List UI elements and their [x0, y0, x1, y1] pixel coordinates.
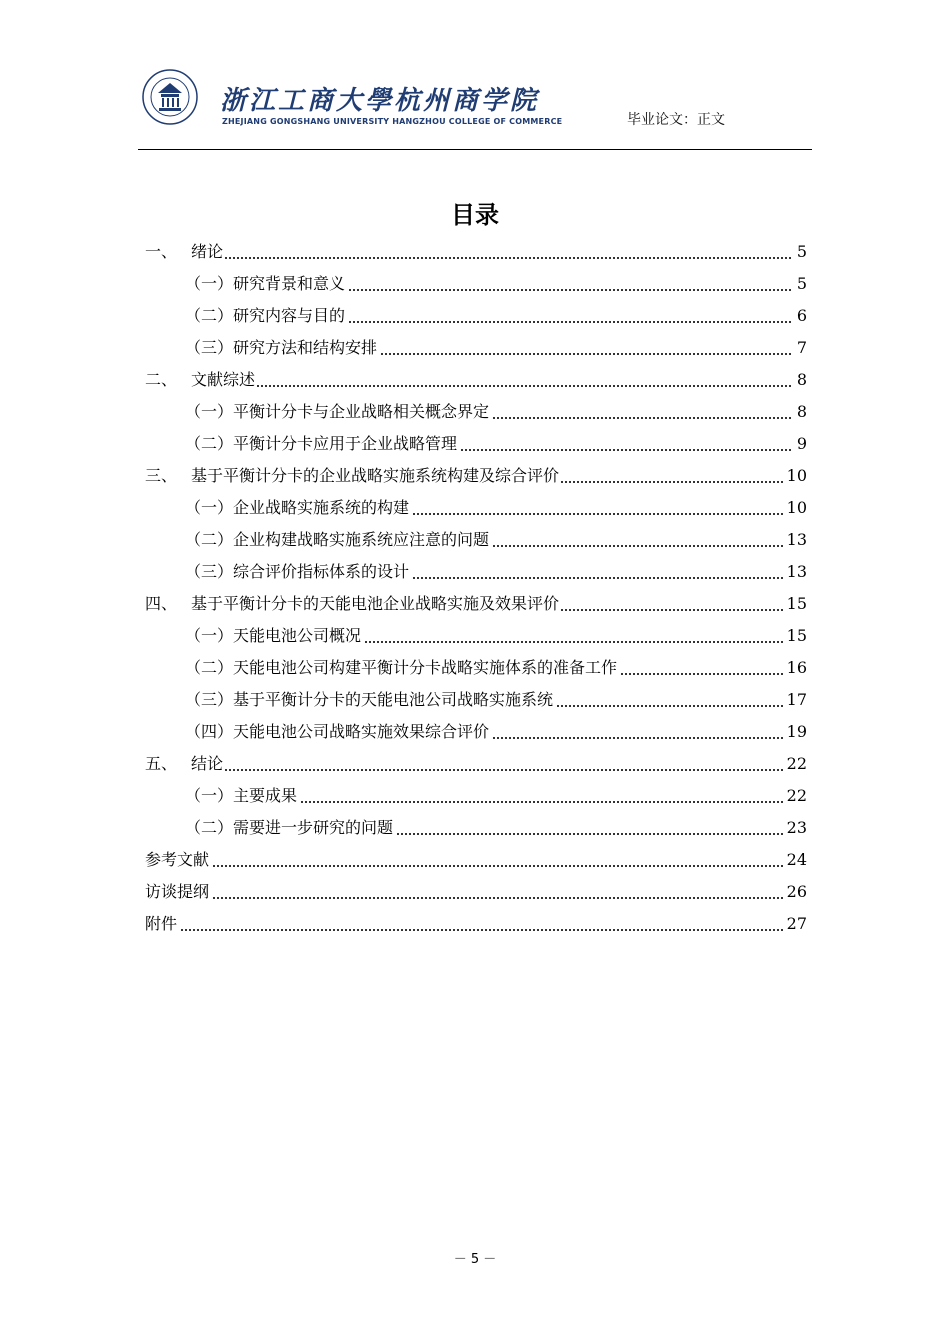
university-seal-logo	[142, 69, 198, 125]
toc-entry-label	[185, 818, 395, 837]
toc-entry-number: 五、	[145, 754, 178, 773]
toc-entry[interactable]	[145, 876, 807, 908]
toc-entry-text: （一）平衡计分卡与企业战略相关概念界定	[185, 402, 490, 421]
toc-entry-text: （二）天能电池公司构建平衡计分卡战略实施体系的准备工作	[185, 658, 618, 677]
toc-entry-label	[145, 882, 211, 901]
toc-entry[interactable]	[145, 300, 807, 332]
toc-entry[interactable]	[145, 652, 807, 684]
toc-entry-page: 10	[783, 492, 807, 524]
toc-entry-label	[185, 658, 619, 677]
toc-entry-text: 基于平衡计分卡的企业战略实施系统构建及综合评价	[191, 466, 560, 485]
school-name-cn: 浙江工商大學杭州商学院	[220, 86, 540, 116]
toc-entry-text: （一）天能电池公司概况	[185, 626, 362, 645]
toc-entry-label	[185, 434, 459, 453]
toc-entry-page: 24	[783, 844, 807, 876]
toc-entry-label	[145, 466, 561, 485]
toc-entry-page: 22	[783, 780, 807, 812]
toc-entry[interactable]	[145, 460, 807, 492]
toc-entry-label	[145, 242, 225, 261]
toc-entry-page: 15	[783, 620, 807, 652]
toc-leader-dots	[145, 897, 807, 899]
toc-entry-text: 结论	[191, 754, 224, 773]
toc-entry[interactable]	[145, 620, 807, 652]
school-name-en: ZHEJIANG GONGSHANG UNIVERSITY HANGZHOU COLLEGE OF COMMERCE	[222, 117, 563, 126]
toc-entry-label	[185, 402, 491, 421]
toc-entry-label	[145, 850, 211, 869]
toc-entry-page: 13	[783, 556, 807, 588]
toc-entry-text: （二）企业构建战略实施系统应注意的问题	[185, 530, 490, 549]
toc-entry-text: （三）综合评价指标体系的设计	[185, 562, 410, 581]
toc-leader-dots	[145, 929, 807, 931]
toc-entry[interactable]	[145, 588, 807, 620]
toc-entry[interactable]	[145, 396, 807, 428]
toc-entry[interactable]	[145, 812, 807, 844]
doc-type-label: 毕业论文：正文	[627, 112, 725, 128]
toc-entry-text: （二）平衡计分卡应用于企业战略管理	[185, 434, 458, 453]
toc-entry[interactable]	[145, 268, 807, 300]
toc-entry-page: 7	[793, 332, 807, 364]
toc-entry-text: （一）企业战略实施系统的构建	[185, 498, 410, 517]
toc-leader-dots	[145, 257, 807, 259]
toc-leader-dots	[145, 865, 807, 867]
toc-entry[interactable]	[145, 332, 807, 364]
toc-entry-page: 26	[783, 876, 807, 908]
toc-entry[interactable]	[145, 844, 807, 876]
toc-entry-text: 参考文献	[145, 850, 210, 869]
toc-entry-label	[185, 306, 347, 325]
toc-entry[interactable]	[145, 364, 807, 396]
toc-entry-page: 9	[793, 428, 807, 460]
toc-entry-label	[185, 786, 299, 805]
toc-entry[interactable]	[145, 492, 807, 524]
toc-entry-number: 一、	[145, 242, 178, 261]
toc-entry-number: 二、	[145, 370, 178, 389]
toc-entry-page: 22	[783, 748, 807, 780]
toc-entry[interactable]	[145, 684, 807, 716]
toc-entry-label	[185, 626, 363, 645]
toc-entry-number: 三、	[145, 466, 178, 485]
toc-entry-page: 8	[793, 364, 807, 396]
toc-entry-text: 基于平衡计分卡的天能电池企业战略实施及效果评价	[191, 594, 560, 613]
toc-entry-label	[145, 754, 225, 773]
toc-entry-page: 15	[783, 588, 807, 620]
toc-entry[interactable]	[145, 908, 807, 940]
toc-leader-dots	[145, 769, 807, 771]
toc-entry-label	[185, 722, 491, 741]
toc-entry-page: 5	[793, 268, 807, 300]
toc-entry-page: 16	[783, 652, 807, 684]
toc-entry-page: 6	[793, 300, 807, 332]
toc-entry-page: 13	[783, 524, 807, 556]
toc-entry-text: 绪论	[191, 242, 224, 261]
toc-entry-page: 10	[783, 460, 807, 492]
toc-entry-label	[145, 594, 561, 613]
header-divider	[138, 149, 812, 150]
toc-entry-label	[185, 498, 411, 517]
page-header	[138, 62, 812, 150]
toc-entry-text: （二）研究内容与目的	[185, 306, 346, 325]
toc-entry-page: 8	[793, 396, 807, 428]
toc-entry-label	[145, 914, 179, 933]
toc-entry[interactable]	[145, 236, 807, 268]
toc-entry-label	[145, 370, 257, 389]
toc-entry-page: 17	[783, 684, 807, 716]
toc-entry-label	[185, 338, 379, 357]
toc-entry-text: （二）需要进一步研究的问题	[185, 818, 394, 837]
toc-entry[interactable]	[145, 780, 807, 812]
toc-entry-text: （一）主要成果	[185, 786, 298, 805]
toc-entry[interactable]	[145, 556, 807, 588]
toc-entry[interactable]	[145, 428, 807, 460]
toc-entry-text: 文献综述	[191, 370, 256, 389]
toc-entry-text: （四）天能电池公司战略实施效果综合评价	[185, 722, 490, 741]
toc-entry[interactable]	[145, 748, 807, 780]
toc-entry-text: 附件	[145, 914, 178, 933]
toc-entry-label	[185, 274, 347, 293]
table-of-contents	[145, 236, 807, 940]
toc-entry-number: 四、	[145, 594, 178, 613]
toc-entry-page: 5	[793, 236, 807, 268]
toc-entry-label	[185, 690, 555, 709]
toc-entry[interactable]	[145, 524, 807, 556]
page-number: － 5 －	[453, 1252, 497, 1267]
toc-entry-label	[185, 530, 491, 549]
toc-entry-page: 27	[783, 908, 807, 940]
toc-entry-page: 19	[783, 716, 807, 748]
toc-entry-label	[185, 562, 411, 581]
toc-entry-text: （三）基于平衡计分卡的天能电池公司战略实施系统	[185, 690, 554, 709]
toc-entry-text: 访谈提纲	[145, 882, 210, 901]
toc-entry-text: （三）研究方法和结构安排	[185, 338, 378, 357]
toc-entry-text: （一）研究背景和意义	[185, 274, 346, 293]
toc-entry-page: 23	[783, 812, 807, 844]
toc-entry[interactable]	[145, 716, 807, 748]
toc-title: 目录	[451, 201, 499, 229]
